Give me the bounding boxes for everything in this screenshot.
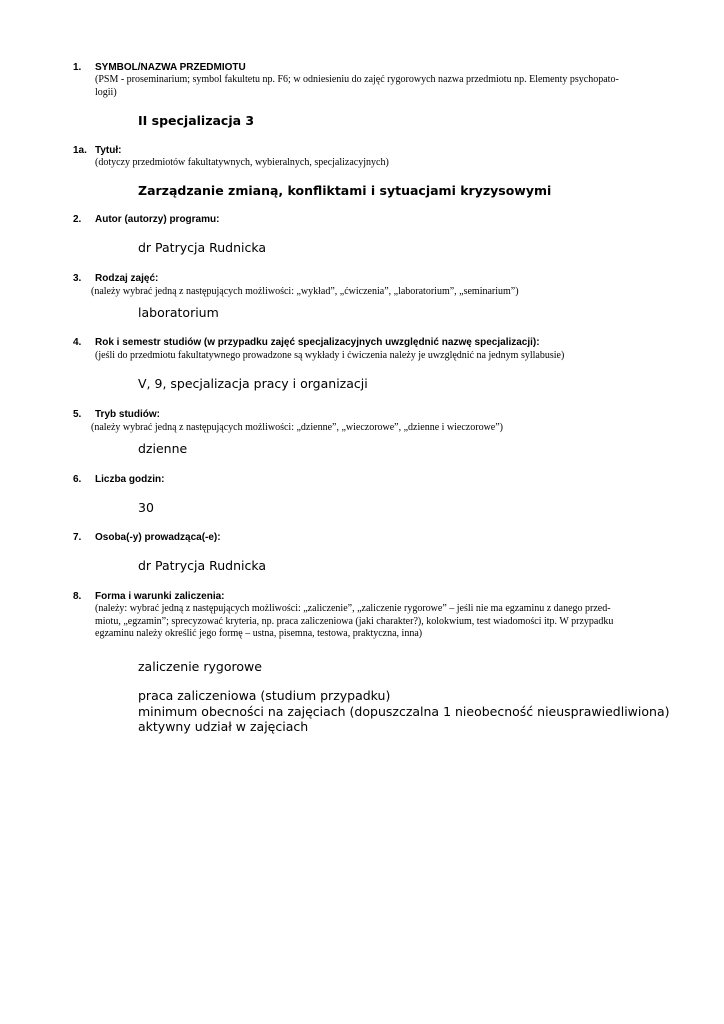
section-8-detail-2: minimum obecności na zajęciach (dopuszczalna 1 nieobecność nieusprawiedliwiona) — [138, 704, 670, 719]
section-6-number: 6. — [73, 474, 82, 485]
section-1-note-line-2: logii) — [95, 87, 117, 98]
section-4-number: 4. — [73, 337, 82, 348]
section-1-value: II specjalizacja 3 — [138, 113, 255, 128]
section-8-value: zaliczenie rygorowe — [138, 659, 262, 674]
section-1a-number: 1a. — [73, 145, 87, 156]
section-5-note: (należy wybrać jedną z następujących możliwości: „dzienne”, „wieczorowe”, „dzienne i wieczorowe”) — [91, 422, 504, 433]
section-2-value: dr Patrycja Rudnicka — [138, 240, 267, 255]
section-8-detail-1: praca zaliczeniowa (studium przypadku) — [138, 688, 391, 703]
section-7-value: dr Patrycja Rudnicka — [138, 558, 267, 573]
section-6-value: 30 — [138, 500, 154, 515]
section-5-number: 5. — [73, 409, 82, 420]
section-5-value: dzienne — [138, 441, 188, 456]
section-7-heading: Osoba(-y) prowadząca(-e): — [95, 532, 221, 543]
section-4-heading: Rok i semestr studiów (w przypadku zajęć specjalizacyjnych uwzględnić nazwę specjalizacji): — [95, 337, 540, 348]
section-3-heading: Rodzaj zajęć: — [95, 273, 159, 284]
section-1a-value: Zarządzanie zmianą, konfliktami i sytuacjami kryzysowymi — [138, 183, 552, 198]
section-1-heading: SYMBOL/NAZWA PRZEDMIOTU — [95, 62, 246, 73]
section-6-heading: Liczba godzin: — [95, 474, 165, 485]
section-8-note-line-2: miotu, „egzamin”; sprecyzować kryteria, np. praca zaliczeniowa (jaki charakter?), kolokwium, test wiadomości itp. W przypadku — [95, 616, 614, 627]
section-4-value: V, 9, specjalizacja pracy i organizacji — [138, 376, 368, 391]
section-2-heading: Autor (autorzy) programu: — [95, 214, 220, 225]
section-8-detail-3: aktywny udział w zajęciach — [138, 719, 309, 734]
section-8-heading: Forma i warunki zaliczenia: — [95, 591, 225, 602]
section-3-note: (należy wybrać jedną z następujących możliwości: „wykład”, „ćwiczenia”, „laboratorium”, „seminarium”) — [91, 286, 519, 297]
section-1-note-line-1: (PSM - proseminarium; symbol fakultetu np. F6; w odniesieniu do zajęć rygorowych nazwa przedmiotu np. Elementy psychopato- — [95, 74, 619, 85]
section-4-note: (jeśli do przedmiotu fakultatywnego prowadzone są wykłady i ćwiczenia należy je uwzględnić na jednym syllabusie) — [95, 350, 565, 361]
section-3-value: laboratorium — [138, 305, 219, 320]
section-8-note-line-3: egzaminu należy określić jego formę – ustna, pisemna, testowa, praktyczna, inna) — [95, 628, 423, 639]
section-8-number: 8. — [73, 591, 82, 602]
section-7-number: 7. — [73, 532, 82, 543]
section-1a-note: (dotyczy przedmiotów fakultatywnych, wybieralnych, specjalizacyjnych) — [95, 157, 389, 168]
section-8-note-line-1: (należy: wybrać jedną z następujących możliwości: „zaliczenie”, „zaliczenie rygorowe” – jeśli nie ma egzaminu z danego przed- — [95, 603, 611, 614]
section-1a-heading: Tytuł: — [95, 145, 122, 156]
section-2-number: 2. — [73, 214, 82, 225]
section-3-number: 3. — [73, 273, 82, 284]
section-5-heading: Tryb studiów: — [95, 409, 160, 420]
section-1-number: 1. — [73, 62, 82, 73]
